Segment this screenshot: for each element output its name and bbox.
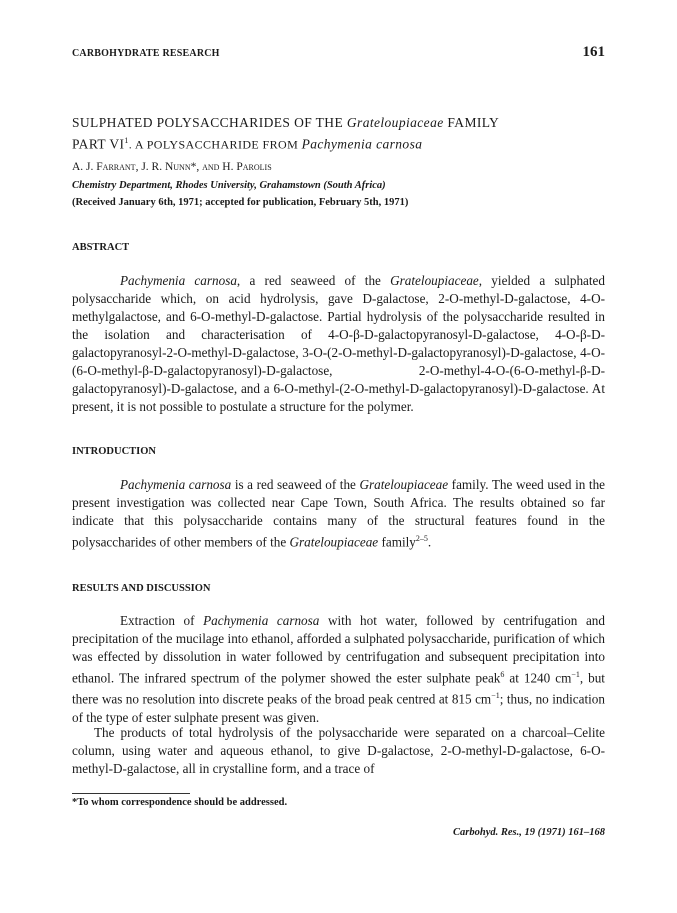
running-head — [72, 44, 605, 61]
article-title — [72, 114, 605, 154]
authors: A. J. Farrant, J. R. Nunn*, and H. Parolis — [72, 161, 272, 173]
received-date: (Received January 6th, 1971; accepted for publication, February 5th, 1971) — [72, 197, 409, 208]
journal-citation: Carbohyd. Res., 19 (1971) 161–168 — [453, 827, 605, 838]
results-paragraph-2: The products of total hydrolysis of the polysaccharide were separated on a charcoal–Celite column, using water and aqueous ethanol, to give D-galactose, 2-O-methyl-D-galactose, 6-O-methyl-D-galactose, all in crystalline form, and a trace of — [72, 725, 605, 776]
footnote: *To whom correspondence should be addressed. — [72, 797, 288, 808]
abstract-text: Pachymenia carnosa, a red seaweed of the Grateloupiaceae, yielded a sulphated polysaccharide which, on acid hydrolysis, gave D-galactose, 2-O-methyl-D-galactose, 4-O-methylgalactose, and 6-O-methyl-D-galactose. Partial hydrolysis of the polysaccharide resulted in the isolation and characterisation of 4-O-β-D-galactopyranosyl-D-galactose, 4-O-β-D-galactopyranosyl-2-O-methyl-D-galactose, 3-O-(2-O-methyl-D-galactopyranosyl)-D-galactose, 4-O-(6-O-methyl-β-D-galactopyranosyl)-D-galactose, 2-O-methyl-4-O-(6-O-methyl-β-D-galactopyranosyl)-D-galactose, and a 6-O-methyl-(2-O-methyl-D-galactopyranosyl)-D-galactose. At present, it is not possible to postulate a structure for the polymer. — [72, 273, 606, 414]
page-number: 161 — [582, 44, 605, 60]
footnote-divider — [72, 793, 190, 794]
affiliation: Chemistry Department, Rhodes University, Grahamstown (South Africa) — [72, 180, 386, 191]
results-paragraph-1: Extraction of Pachymenia carnosa with hot water, followed by centrifugation and precipitation of the mucilage into ethanol, afforded a sulphated polysaccharide, purification of which was effected by dissolution in water followed by centrifugation and subsequent precipitation into ethanol. The infrared spectrum of the polymer showed the ester sulphate peak$^6$ at 1240 $cm^{-1}$, but there was no resolution into discrete peaks of the broad peak centred at 815 $cm^{-1}$; thus, no indication of the type of ester sulphate present was given. — [72, 613, 605, 725]
introduction-text: Pachymenia carnosa is a red seaweed of the Grateloupiaceae family. The weed used in the present investigation was collected near Cape Town, South Africa. The results obtained so far indicate that this polysaccharide contains many of the structural features found in the polysaccharides of other members of the Grateloupiaceae family$^{2-5}$. — [72, 477, 606, 550]
results-heading: RESULTS AND DISCUSSION — [72, 583, 211, 594]
title-line-2: PART $VI^1$. A POLYSACCHARIDE FROM Pachymenia carnosa — [72, 136, 423, 152]
journal-name: CARBOHYDRATE RESEARCH — [72, 48, 220, 59]
introduction-heading: INTRODUCTION — [72, 446, 157, 457]
abstract-heading: ABSTRACT — [72, 242, 130, 253]
title-line-1: SULPHATED POLYSACCHARIDES OF THE Grateloupiaceae FAMILY — [72, 115, 500, 130]
